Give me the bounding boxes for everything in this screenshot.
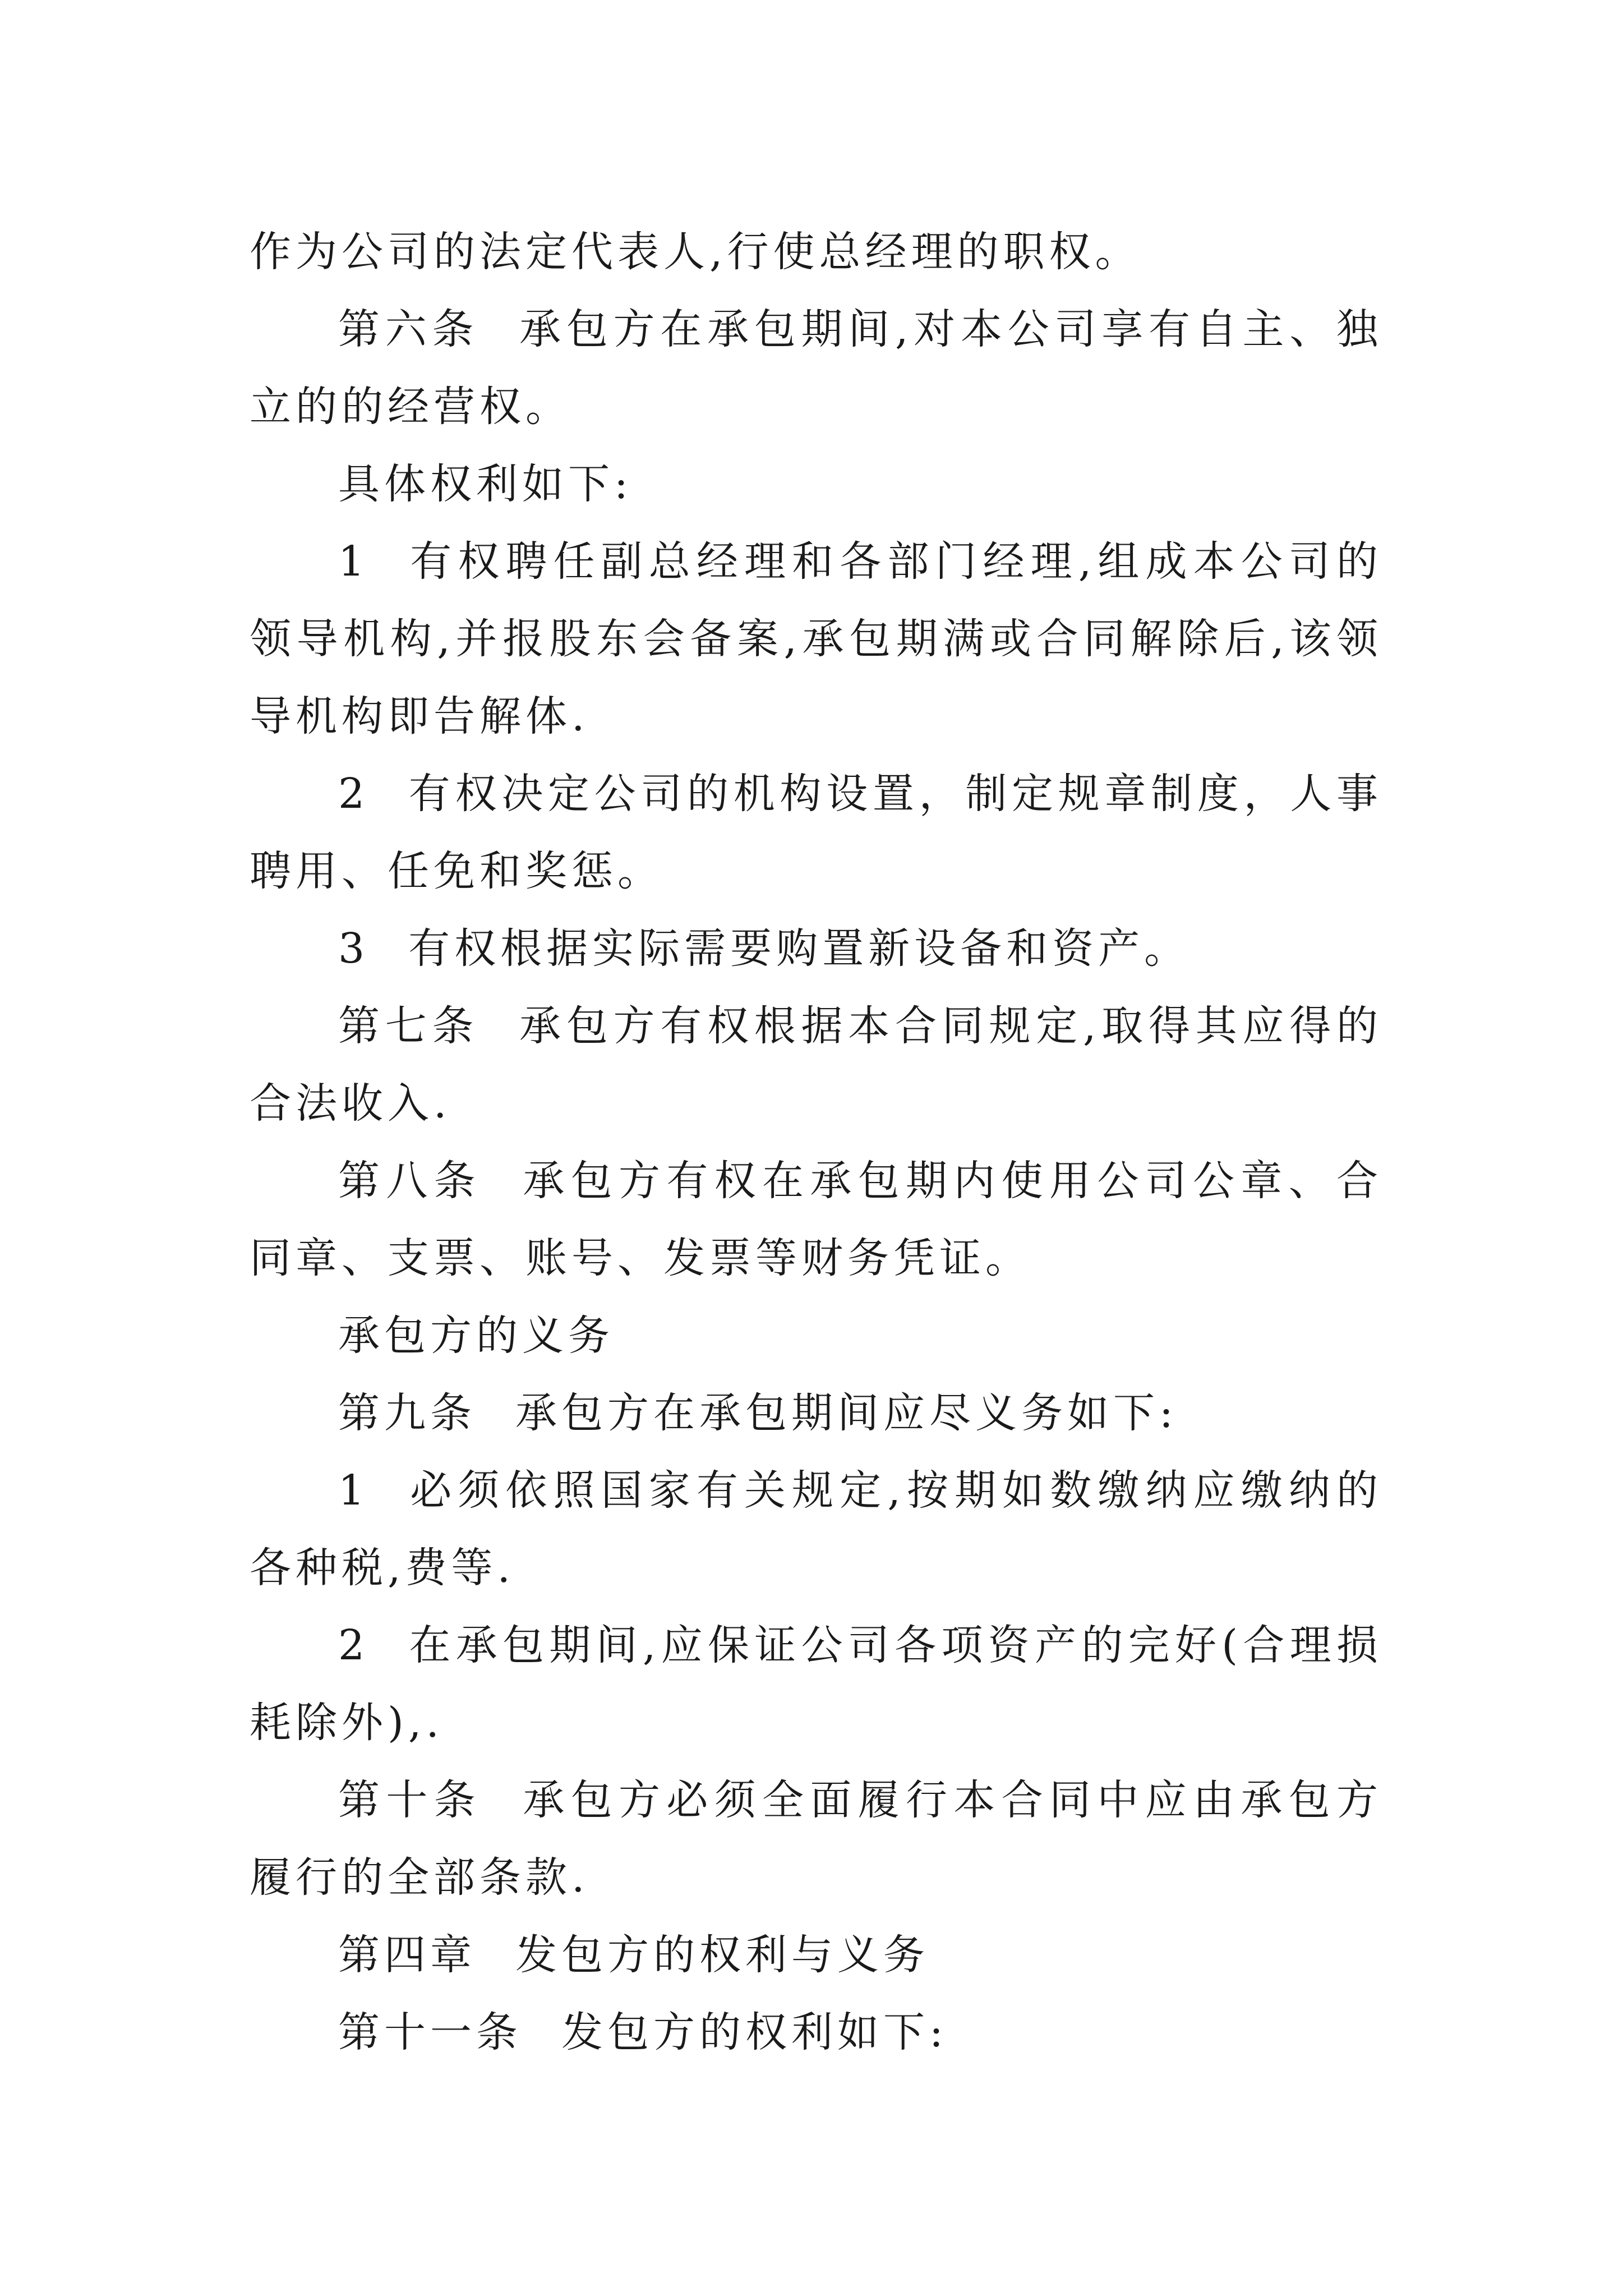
paragraph-text: 承包方有权根据本合同规定,取得其应得的合法收入.: [250, 1002, 1382, 1128]
paragraph: [250, 213, 1382, 291]
numbered-item: [250, 523, 1382, 755]
item-number: 1: [338, 1466, 370, 1515]
article-paragraph: [250, 1142, 1382, 1297]
article-label: 第九条: [338, 1389, 476, 1437]
paragraph-text: 发包方的权利与义务: [515, 1931, 929, 1979]
item-number: 2: [338, 1621, 370, 1669]
paragraph-text: 必须依照国家有关规定,按期如数缴纳应缴纳的各种税,费等.: [250, 1466, 1382, 1592]
paragraph: [250, 445, 1382, 523]
article-paragraph: [250, 291, 1382, 445]
article-paragraph: [250, 1374, 1382, 1452]
paragraph-text: 承包方必须全面履行本合同中应由承包方履行的全部条款.: [250, 1776, 1382, 1902]
numbered-item: [250, 755, 1382, 910]
numbered-item: [250, 1452, 1382, 1607]
paragraph-text: 有权决定公司的机构设置，制定规章制度，人事聘用、任免和奖惩。: [250, 770, 1382, 895]
paragraph-text: 承包方有权在承包期内使用公司公章、合同章、支票、账号、发票等财务凭证。: [250, 1157, 1382, 1282]
article-paragraph: [250, 987, 1382, 1142]
paragraph-text: 发包方的权利如下:: [561, 2008, 948, 2056]
numbered-item: [250, 910, 1382, 987]
paragraph-text: 承包方在承包期间,对本公司享有自主、独立的的经营权。: [250, 305, 1382, 431]
paragraph-text: 承包方在承包期间应尽义务如下:: [515, 1389, 1178, 1437]
article-label: 第八条: [338, 1157, 482, 1205]
numbered-item: [250, 1607, 1382, 1761]
paragraph-text: 作为公司的法定代表人,行使总经理的职权。: [250, 228, 1141, 276]
paragraph-text: 承包方的义务: [338, 1312, 614, 1360]
paragraph-text: 在承包期间,应保证公司各项资产的完好(合理损耗除外),.: [250, 1621, 1382, 1747]
article-label: 第六条: [338, 305, 479, 353]
article-label: 第七条: [338, 1002, 479, 1050]
item-number: 1: [338, 537, 370, 586]
article-label: 第十一条: [338, 2008, 522, 2056]
paragraph-text: 有权根据实际需要购置新设备和资产。: [408, 924, 1191, 973]
article-paragraph: [250, 1994, 1382, 2071]
paragraph-text: 有权聘任副总经理和各部门经理,组成本公司的领导机构,并报股东会备案,承包期满或合同解除后,该领导机构即告解体.: [250, 537, 1382, 740]
item-number: 3: [338, 924, 370, 973]
article-paragraph: [250, 1761, 1382, 1916]
section-heading: [250, 1297, 1382, 1374]
article-label: 第十条: [338, 1776, 482, 1824]
chapter-heading: [250, 1916, 1382, 1994]
document-body: [250, 213, 1382, 2071]
item-number: 2: [338, 770, 370, 818]
paragraph-text: 具体权利如下:: [338, 460, 633, 508]
chapter-label: 第四章: [338, 1931, 476, 1979]
